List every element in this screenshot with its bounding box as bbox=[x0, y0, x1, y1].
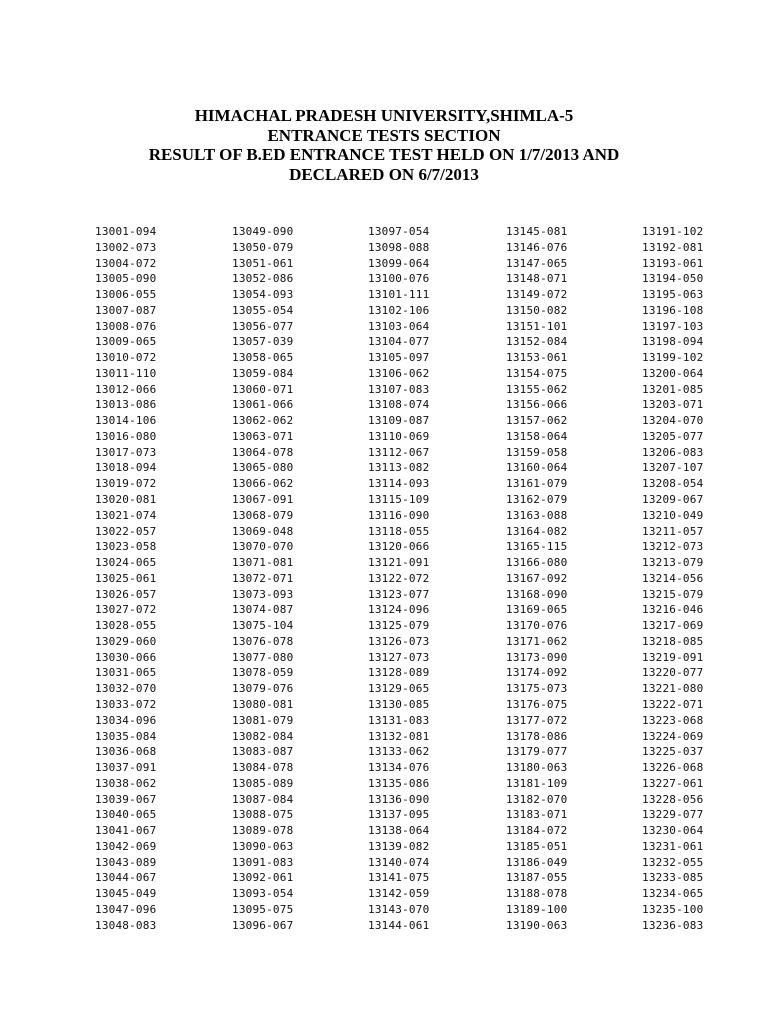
result-entry: 13035-084 bbox=[95, 729, 157, 743]
result-entry: 13196-108 bbox=[642, 303, 704, 317]
result-entry: 13203-071 bbox=[642, 398, 704, 412]
result-entry: 13217-069 bbox=[642, 619, 704, 633]
result-entry: 13074-087 bbox=[232, 603, 294, 617]
result-entry: 13210-049 bbox=[642, 508, 704, 522]
result-entry: 13123-077 bbox=[368, 587, 430, 601]
result-entry: 13131-083 bbox=[368, 713, 430, 727]
result-entry: 13173-090 bbox=[506, 650, 568, 664]
result-entry: 13050-079 bbox=[232, 240, 294, 254]
result-entry: 13032-070 bbox=[95, 682, 157, 696]
result-entry: 13031-065 bbox=[95, 666, 157, 680]
result-entry: 13006-055 bbox=[95, 288, 157, 302]
result-entry: 13190-063 bbox=[506, 918, 568, 932]
result-entry: 13112-067 bbox=[368, 445, 430, 459]
result-entry: 13044-067 bbox=[95, 871, 157, 885]
result-entry: 13212-073 bbox=[642, 540, 704, 554]
result-entry: 13161-079 bbox=[506, 477, 568, 491]
result-entry: 13056-077 bbox=[232, 319, 294, 333]
result-entry: 13107-083 bbox=[368, 382, 430, 396]
result-entry: 13184-072 bbox=[506, 824, 568, 838]
result-entry: 13043-089 bbox=[95, 855, 157, 869]
result-entry: 13189-100 bbox=[506, 902, 568, 916]
result-entry: 13116-090 bbox=[368, 508, 430, 522]
result-entry: 13192-081 bbox=[642, 240, 704, 254]
result-entry: 13201-085 bbox=[642, 382, 704, 396]
result-entry: 13098-088 bbox=[368, 240, 430, 254]
result-entry: 13174-092 bbox=[506, 666, 568, 680]
result-entry: 13106-062 bbox=[368, 366, 430, 380]
result-entry: 13204-070 bbox=[642, 414, 704, 428]
result-entry: 13100-076 bbox=[368, 272, 430, 286]
result-entry: 13132-081 bbox=[368, 729, 430, 743]
result-entry: 13076-078 bbox=[232, 634, 294, 648]
result-entry: 13025-061 bbox=[95, 571, 157, 585]
result-entry: 13097-054 bbox=[368, 225, 430, 238]
result-entry: 13088-075 bbox=[232, 808, 294, 822]
result-entry: 13007-087 bbox=[95, 303, 157, 317]
result-entry: 13020-081 bbox=[95, 493, 157, 507]
result-entry: 13149-072 bbox=[506, 288, 568, 302]
result-entry: 13224-069 bbox=[642, 729, 704, 743]
result-entry: 13162-079 bbox=[506, 493, 568, 507]
result-entry: 13233-085 bbox=[642, 871, 704, 885]
result-entry: 13066-062 bbox=[232, 477, 294, 491]
result-entry: 13125-079 bbox=[368, 619, 430, 633]
result-entry: 13016-080 bbox=[95, 429, 157, 443]
result-entry: 13129-065 bbox=[368, 682, 430, 696]
result-entry: 13157-062 bbox=[506, 414, 568, 428]
result-entry: 13081-079 bbox=[232, 713, 294, 727]
result-entry: 13093-054 bbox=[232, 887, 294, 901]
result-entry: 13052-086 bbox=[232, 272, 294, 286]
result-entry: 13182-070 bbox=[506, 792, 568, 806]
result-entry: 13147-065 bbox=[506, 256, 568, 270]
result-entry: 13114-093 bbox=[368, 477, 430, 491]
result-entry: 13188-078 bbox=[506, 887, 568, 901]
result-entry: 13126-073 bbox=[368, 634, 430, 648]
result-entry: 13235-100 bbox=[642, 902, 704, 916]
result-entry: 13133-062 bbox=[368, 745, 430, 759]
result-entry: 13034-096 bbox=[95, 713, 157, 727]
result-entry: 13193-061 bbox=[642, 256, 704, 270]
result-entry: 13178-086 bbox=[506, 729, 568, 743]
result-entry: 13022-057 bbox=[95, 524, 157, 538]
result-entry: 13002-073 bbox=[95, 240, 157, 254]
result-entry: 13067-091 bbox=[232, 493, 294, 507]
result-entry: 13186-049 bbox=[506, 855, 568, 869]
result-entry: 13234-065 bbox=[642, 887, 704, 901]
result-entry: 13039-067 bbox=[95, 792, 157, 806]
result-entry: 13130-085 bbox=[368, 697, 430, 711]
result-entry: 13070-070 bbox=[232, 540, 294, 554]
result-entry: 13153-061 bbox=[506, 351, 568, 365]
result-entry: 13018-094 bbox=[95, 461, 157, 475]
result-entry: 13103-064 bbox=[368, 319, 430, 333]
result-entry: 13023-058 bbox=[95, 540, 157, 554]
result-entry: 13215-079 bbox=[642, 587, 704, 601]
result-entry: 13164-082 bbox=[506, 524, 568, 538]
result-entry: 13041-067 bbox=[95, 824, 157, 838]
result-entry: 13063-071 bbox=[232, 429, 294, 443]
result-entry: 13136-090 bbox=[368, 792, 430, 806]
result-entry: 13077-080 bbox=[232, 650, 294, 664]
result-entry: 13051-061 bbox=[232, 256, 294, 270]
result-entry: 13011-110 bbox=[95, 366, 157, 380]
result-entry: 13054-093 bbox=[232, 288, 294, 302]
result-entry: 13038-062 bbox=[95, 776, 157, 790]
result-entry: 13010-072 bbox=[95, 351, 157, 365]
result-entry: 13061-066 bbox=[232, 398, 294, 412]
result-entry: 13099-064 bbox=[368, 256, 430, 270]
result-entry: 13013-086 bbox=[95, 398, 157, 412]
result-entry: 13175-073 bbox=[506, 682, 568, 696]
result-entry: 13045-049 bbox=[95, 887, 157, 901]
result-entry: 13197-103 bbox=[642, 319, 704, 333]
result-entry: 13068-079 bbox=[232, 508, 294, 522]
result-entry: 13057-039 bbox=[232, 335, 294, 349]
result-entry: 13218-085 bbox=[642, 634, 704, 648]
result-entry: 13229-077 bbox=[642, 808, 704, 822]
result-entry: 13017-073 bbox=[95, 445, 157, 459]
result-entry: 13090-063 bbox=[232, 839, 294, 853]
result-entry: 13062-062 bbox=[232, 414, 294, 428]
result-entry: 13227-061 bbox=[642, 776, 704, 790]
result-entry: 13009-065 bbox=[95, 335, 157, 349]
result-entry: 13083-087 bbox=[232, 745, 294, 759]
result-entry: 13170-076 bbox=[506, 619, 568, 633]
result-entry: 13185-051 bbox=[506, 839, 568, 853]
result-entry: 13069-048 bbox=[232, 524, 294, 538]
results-column-5 bbox=[642, 224, 703, 933]
result-entry: 13108-074 bbox=[368, 398, 430, 412]
result-entry: 13059-084 bbox=[232, 366, 294, 380]
result-entry: 13072-071 bbox=[232, 571, 294, 585]
result-entry: 13014-106 bbox=[95, 414, 157, 428]
result-entry: 13148-071 bbox=[506, 272, 568, 286]
result-entry: 13027-072 bbox=[95, 603, 157, 617]
result-title: RESULT OF B.ED ENTRANCE TEST HELD ON 1/7/2013 AND bbox=[148, 145, 620, 164]
result-entry: 13064-078 bbox=[232, 445, 294, 459]
result-entry: 13143-070 bbox=[368, 902, 430, 916]
result-entry: 13087-084 bbox=[232, 792, 294, 806]
result-entry: 13122-072 bbox=[368, 571, 430, 585]
result-entry: 13048-083 bbox=[95, 918, 157, 932]
result-entry: 13191-102 bbox=[642, 225, 704, 238]
result-entry: 13230-064 bbox=[642, 824, 704, 838]
result-entry: 13055-054 bbox=[232, 303, 294, 317]
results-column-2 bbox=[232, 224, 293, 933]
result-entry: 13176-075 bbox=[506, 697, 568, 711]
result-entry: 13071-081 bbox=[232, 556, 294, 570]
result-entry: 13008-076 bbox=[95, 319, 157, 333]
result-entry: 13138-064 bbox=[368, 824, 430, 838]
result-entry: 13155-062 bbox=[506, 382, 568, 396]
result-entry: 13042-069 bbox=[95, 839, 157, 853]
result-entry: 13082-084 bbox=[232, 729, 294, 743]
result-entry: 13058-065 bbox=[232, 351, 294, 365]
result-entry: 13021-074 bbox=[95, 508, 157, 522]
result-entry: 13142-059 bbox=[368, 887, 430, 901]
result-entry: 13047-096 bbox=[95, 902, 157, 916]
result-entry: 13194-050 bbox=[642, 272, 704, 286]
result-entry: 13024-065 bbox=[95, 556, 157, 570]
result-entry: 13040-065 bbox=[95, 808, 157, 822]
result-entry: 13065-080 bbox=[232, 461, 294, 475]
result-entry: 13104-077 bbox=[368, 335, 430, 349]
result-entry: 13222-071 bbox=[642, 697, 704, 711]
result-entry: 13060-071 bbox=[232, 382, 294, 396]
result-entry: 13019-072 bbox=[95, 477, 157, 491]
result-entry: 13220-077 bbox=[642, 666, 704, 680]
result-entry: 13219-091 bbox=[642, 650, 704, 664]
result-entry: 13231-061 bbox=[642, 839, 704, 853]
result-entry: 13177-072 bbox=[506, 713, 568, 727]
result-entry: 13183-071 bbox=[506, 808, 568, 822]
result-entry: 13159-058 bbox=[506, 445, 568, 459]
result-entry: 13092-061 bbox=[232, 871, 294, 885]
declared-date: DECLARED ON 6/7/2013 bbox=[289, 164, 479, 184]
result-entry: 13075-104 bbox=[232, 619, 294, 633]
result-entry: 13073-093 bbox=[232, 587, 294, 601]
results-column-1 bbox=[95, 224, 156, 933]
result-entry: 13118-055 bbox=[368, 524, 430, 538]
results-column-3 bbox=[368, 224, 429, 933]
result-entry: 13213-079 bbox=[642, 556, 704, 570]
result-entry: 13109-087 bbox=[368, 414, 430, 428]
result-entry: 13181-109 bbox=[506, 776, 568, 790]
result-entry: 13037-091 bbox=[95, 761, 157, 775]
result-entry: 13110-069 bbox=[368, 429, 430, 443]
section-title: ENTRANCE TESTS SECTION bbox=[267, 125, 501, 145]
result-entry: 13200-064 bbox=[642, 366, 704, 380]
result-entry: 13121-091 bbox=[368, 556, 430, 570]
result-entry: 13095-075 bbox=[232, 902, 294, 916]
result-entry: 13089-078 bbox=[232, 824, 294, 838]
result-entry: 13137-095 bbox=[368, 808, 430, 822]
result-entry: 13160-064 bbox=[506, 461, 568, 475]
result-entry: 13209-067 bbox=[642, 493, 704, 507]
result-entry: 13236-083 bbox=[642, 918, 704, 932]
result-entry: 13005-090 bbox=[95, 272, 157, 286]
result-entry: 13207-107 bbox=[642, 461, 704, 475]
result-entry: 13139-082 bbox=[368, 839, 430, 853]
result-entry: 13134-076 bbox=[368, 761, 430, 775]
result-entry: 13198-094 bbox=[642, 335, 704, 349]
result-entry: 13146-076 bbox=[506, 240, 568, 254]
result-entry: 13049-090 bbox=[232, 225, 294, 238]
result-entry: 13171-062 bbox=[506, 634, 568, 648]
result-entry: 13033-072 bbox=[95, 697, 157, 711]
result-entry: 13195-063 bbox=[642, 288, 704, 302]
university-title: HIMACHAL PRADESH UNIVERSITY,SHIMLA-5 bbox=[194, 106, 574, 125]
result-entry: 13226-068 bbox=[642, 761, 704, 775]
result-entry: 13113-082 bbox=[368, 461, 430, 475]
result-entry: 13223-068 bbox=[642, 713, 704, 727]
result-entry: 13152-084 bbox=[506, 335, 568, 349]
result-entry: 13167-092 bbox=[506, 571, 568, 585]
result-entry: 13151-101 bbox=[506, 319, 568, 333]
result-entry: 13180-063 bbox=[506, 761, 568, 775]
results-column-4 bbox=[506, 224, 567, 933]
result-entry: 13154-075 bbox=[506, 366, 568, 380]
result-entry: 13166-080 bbox=[506, 556, 568, 570]
result-entry: 13084-078 bbox=[232, 761, 294, 775]
result-entry: 13232-055 bbox=[642, 855, 704, 869]
result-entry: 13028-055 bbox=[95, 619, 157, 633]
result-entry: 13079-076 bbox=[232, 682, 294, 696]
result-entry: 13085-089 bbox=[232, 776, 294, 790]
result-entry: 13141-075 bbox=[368, 871, 430, 885]
document-header bbox=[0, 106, 768, 184]
result-entry: 13036-068 bbox=[95, 745, 157, 759]
result-entry: 13145-081 bbox=[506, 225, 568, 238]
result-entry: 13144-061 bbox=[368, 918, 430, 932]
result-entry: 13211-057 bbox=[642, 524, 704, 538]
result-entry: 13225-037 bbox=[642, 745, 704, 759]
result-entry: 13029-060 bbox=[95, 634, 157, 648]
result-entry: 13120-066 bbox=[368, 540, 430, 554]
result-entry: 13091-083 bbox=[232, 855, 294, 869]
result-entry: 13205-077 bbox=[642, 429, 704, 443]
result-entry: 13078-059 bbox=[232, 666, 294, 680]
result-entry: 13135-086 bbox=[368, 776, 430, 790]
result-entry: 13214-056 bbox=[642, 571, 704, 585]
result-entry: 13158-064 bbox=[506, 429, 568, 443]
result-entry: 13216-046 bbox=[642, 603, 704, 617]
result-entry: 13124-096 bbox=[368, 603, 430, 617]
result-entry: 13140-074 bbox=[368, 855, 430, 869]
result-entry: 13168-090 bbox=[506, 587, 568, 601]
result-entry: 13105-097 bbox=[368, 351, 430, 365]
result-entry: 13199-102 bbox=[642, 351, 704, 365]
result-entry: 13096-067 bbox=[232, 918, 294, 932]
result-entry: 13128-089 bbox=[368, 666, 430, 680]
result-entry: 13102-106 bbox=[368, 303, 430, 317]
result-entry: 13001-094 bbox=[95, 225, 157, 238]
result-entry: 13206-083 bbox=[642, 445, 704, 459]
result-entry: 13101-111 bbox=[368, 288, 430, 302]
result-entry: 13187-055 bbox=[506, 871, 568, 885]
result-entry: 13163-088 bbox=[506, 508, 568, 522]
result-entry: 13165-115 bbox=[506, 540, 568, 554]
result-entry: 13179-077 bbox=[506, 745, 568, 759]
result-entry: 13169-065 bbox=[506, 603, 568, 617]
result-entry: 13026-057 bbox=[95, 587, 157, 601]
result-entry: 13127-073 bbox=[368, 650, 430, 664]
result-entry: 13115-109 bbox=[368, 493, 430, 507]
result-entry: 13012-066 bbox=[95, 382, 157, 396]
result-entry: 13150-082 bbox=[506, 303, 568, 317]
result-entry: 13030-066 bbox=[95, 650, 157, 664]
result-entry: 13156-066 bbox=[506, 398, 568, 412]
result-entry: 13228-056 bbox=[642, 792, 704, 806]
result-entry: 13208-054 bbox=[642, 477, 704, 491]
result-entry: 13080-081 bbox=[232, 697, 294, 711]
result-entry: 13221-080 bbox=[642, 682, 704, 696]
result-entry: 13004-072 bbox=[95, 256, 157, 270]
